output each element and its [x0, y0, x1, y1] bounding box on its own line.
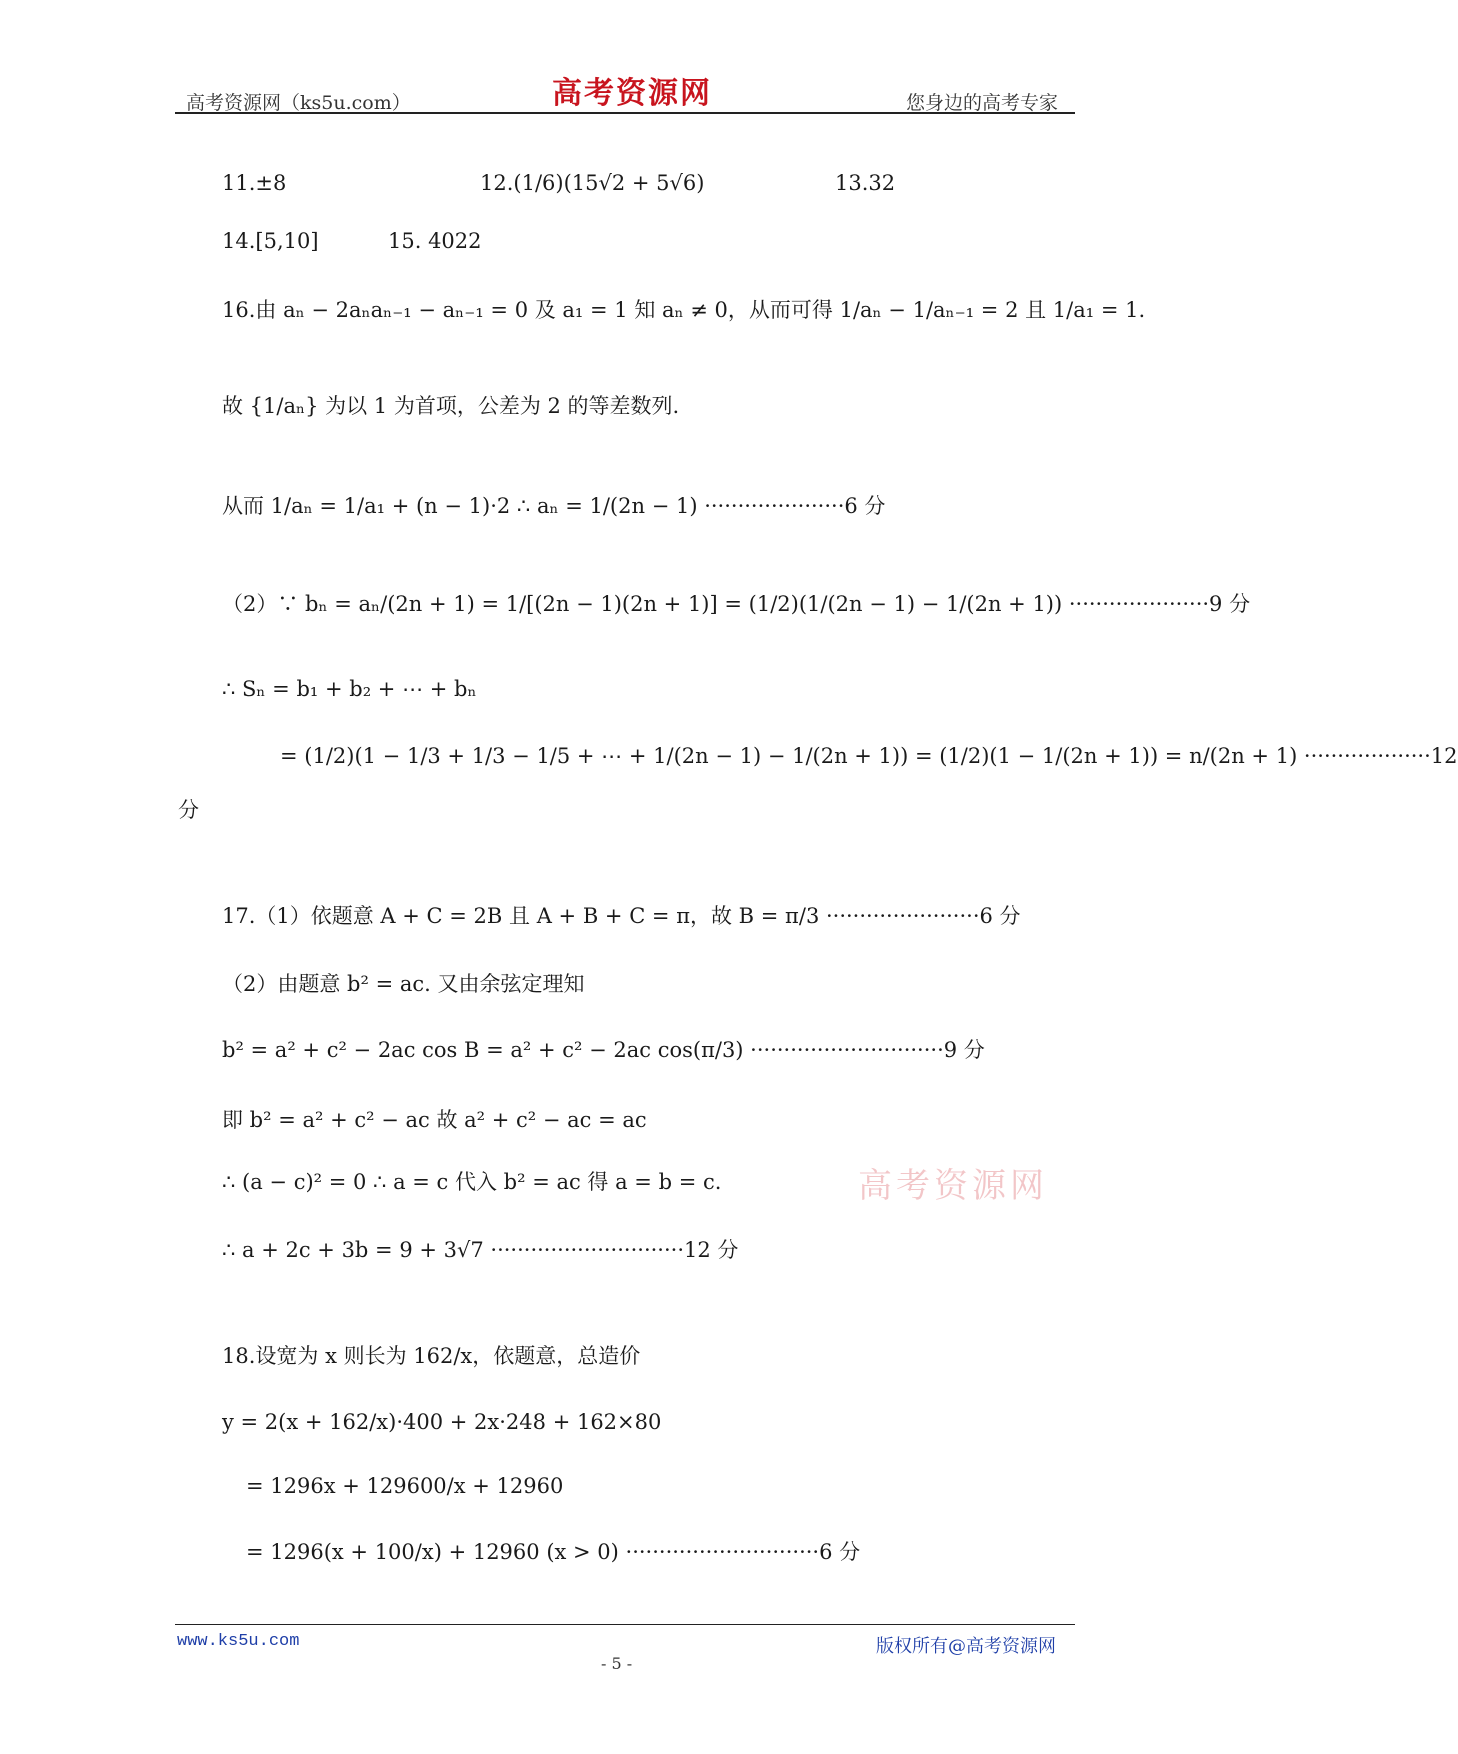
q16-line-1: 16.由 aₙ − 2aₙaₙ₋₁ − aₙ₋₁ = 0 及 a₁ = 1 知 aₙ ≠ 0，从而可得 1/aₙ − 1/aₙ₋₁ = 2 且 1/a₁ = 1. — [222, 298, 1146, 322]
q18-line-4: = 1296(x + 100/x) + 12960 (x > 0) ·····························6 分 — [246, 1540, 861, 1564]
q17-line-4: 即 b² = a² + c² − ac 故 a² + c² − ac = ac — [222, 1108, 647, 1132]
header-right-text: 您身边的高考专家 — [906, 92, 1059, 114]
q17-line-6: ∴ a + 2c + 3b = 9 + 3√7 ·····························12 分 — [222, 1238, 739, 1262]
header-rule — [175, 112, 1075, 114]
answer-14: 14.[5,10] — [222, 229, 319, 253]
answer-11: 11.±8 — [222, 171, 287, 195]
q16-line-3: 从而 1/aₙ = 1/a₁ + (n − 1)·2 ∴ aₙ = 1/(2n − 1) ·····················6 分 — [222, 494, 886, 518]
q16-line-5: ∴ Sₙ = b₁ + b₂ + ⋯ + bₙ — [222, 677, 477, 701]
q16-line-2: 故 {1/aₙ} 为以 1 为首项，公差为 2 的等差数列. — [222, 394, 680, 418]
site-watermark: 高考资源网 — [858, 1166, 1048, 1206]
header-left-text: 高考资源网（ks5u.com） — [186, 92, 411, 114]
q17-line-3: b² = a² + c² − 2ac cos B = a² + c² − 2ac cos(π/3) ·····························9 分 — [222, 1038, 985, 1062]
q16-line-7: 分 — [178, 798, 199, 822]
q18-line-1: 18.设宽为 x 则长为 162/x，依题意，总造价 — [222, 1344, 641, 1368]
answer-13: 13.32 — [835, 171, 896, 195]
q17-line-1: 17.（1）依题意 A + C = 2B 且 A + B + C = π，故 B = π/3 ·······················6 分 — [222, 904, 1021, 928]
page-number: - 5 - — [601, 1654, 633, 1673]
q16-line-4: （2）∵ bₙ = aₙ/(2n + 1) = 1/[(2n − 1)(2n + 1)] = (1/2)(1/(2n − 1) − 1/(2n + 1)) ·····················9 分 — [222, 592, 1251, 616]
footer-rule — [175, 1624, 1075, 1625]
q18-line-3: = 1296x + 129600/x + 12960 — [246, 1474, 564, 1498]
q18-line-2: y = 2(x + 162/x)·400 + 2x·248 + 162×80 — [222, 1410, 662, 1434]
q16-line-6: = (1/2)(1 − 1/3 + 1/3 − 1/5 + ⋯ + 1/(2n − 1) − 1/(2n + 1)) = (1/2)(1 − 1/(2n + 1)) = n/(2n + 1) ···················12 — [280, 744, 1458, 768]
q17-line-5: ∴ (a − c)² = 0 ∴ a = c 代入 b² = ac 得 a = b = c. — [222, 1170, 722, 1194]
q17-line-2: （2）由题意 b² = ac. 又由余弦定理知 — [222, 972, 585, 996]
answer-12: 12.(1/6)(15√2 + 5√6) — [480, 171, 705, 195]
answer-15: 15. 4022 — [388, 229, 482, 253]
site-logo: 高考资源网 — [552, 76, 712, 111]
footer-copyright: 版权所有@高考资源网 — [876, 1636, 1056, 1657]
footer-website-link[interactable]: www.ks5u.com — [177, 1632, 300, 1651]
